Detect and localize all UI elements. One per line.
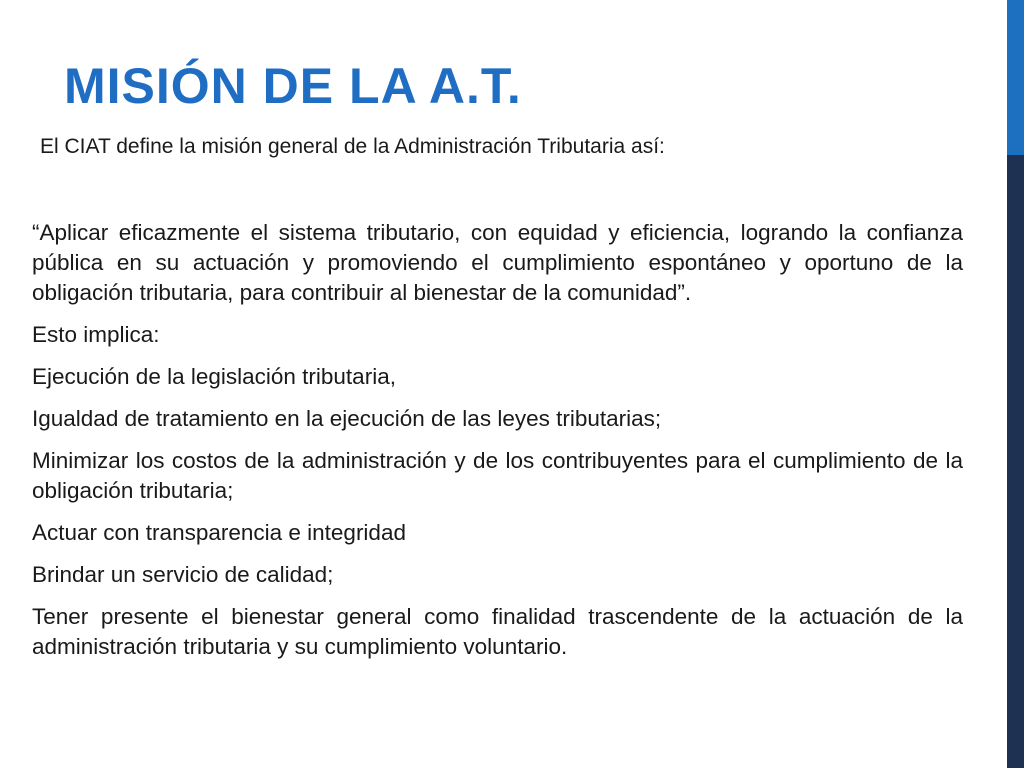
slide-body [32,218,963,674]
point-service-quality: Brindar un servicio de calidad; [32,562,334,587]
point-legislation: Ejecución de la legislación tributaria, [32,364,396,389]
point-general-welfare: Tener presente el bienestar general como finalidad trascendente de la actuación de la administración tributaria y su cumplimiento voluntario. [32,604,963,659]
point-equality: Igualdad de tratamiento en la ejecución de las leyes tributarias; [32,406,662,431]
mission-quote: “Aplicar eficazmente el sistema tributario, con equidad y eficiencia, logrando la confianza pública en su actuación y promoviendo el cumplimiento espontáneo y oportuno de la obligación tributaria, para contribuir al bienestar de la comunidad”. [32,220,963,305]
point-minimize-costs: Minimizar los costos de la administración y de los contribuyentes para el cumplimiento de la obligación tributaria; [32,448,963,503]
slide-title: MISIÓN DE LA A.T. [64,58,522,114]
intro-text: El CIAT define la misión general de la Administración Tributaria así: [40,135,665,158]
implies-label: Esto implica: [32,322,160,347]
side-bar-accent [1007,0,1024,155]
point-transparency: Actuar con transparencia e integridad [32,520,406,545]
